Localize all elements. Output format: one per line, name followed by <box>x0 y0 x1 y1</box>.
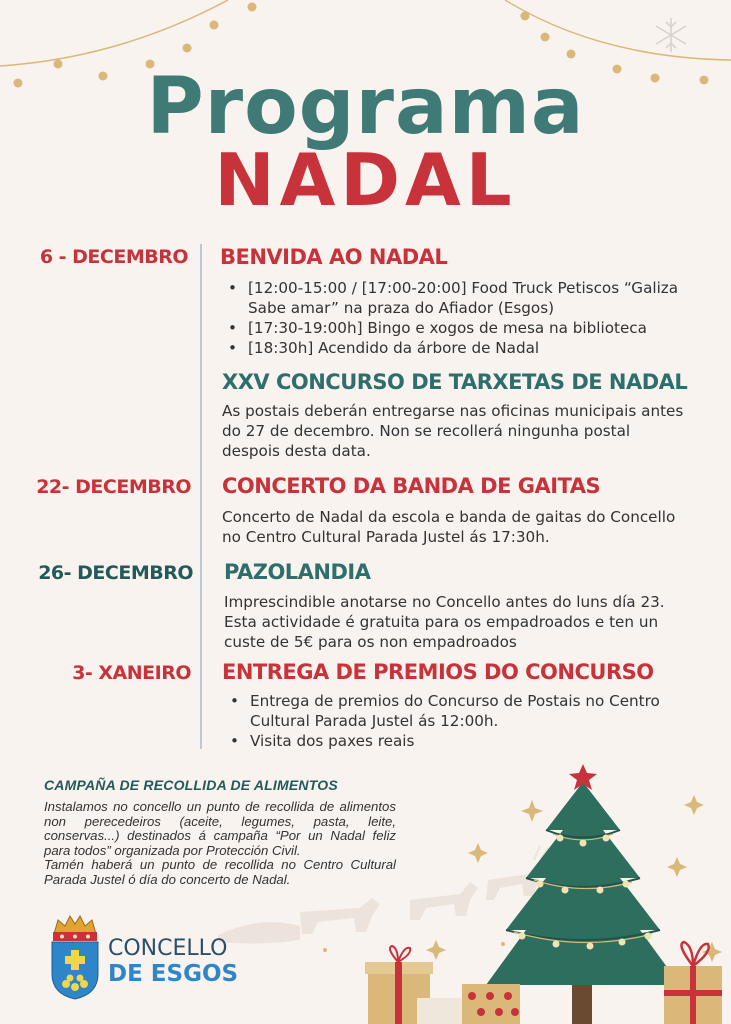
event-date-dec6: 6 - DECEMBRO <box>39 246 188 268</box>
campaign-text <box>44 800 396 888</box>
logo-text-esgos: DE ESGOS <box>108 961 239 987</box>
event-date-jan3: 3- XANEIRO <box>72 662 191 684</box>
event-list-premios <box>224 691 694 751</box>
event-title-concerto: CONCERTO DA BANDA DE GAITAS <box>222 474 601 498</box>
event-text-concerto: Concerto de Nadal da escola e banda de gaitas do Concello no Centro Cultural Parada Justel ás 17:30h. <box>222 508 676 546</box>
event-title-pazolandia: PAZOLANDIA <box>224 560 371 584</box>
list-item: • Visita dos paxes reais <box>224 731 694 751</box>
event-date-dec22: 22- DECEMBRO <box>36 476 191 498</box>
campaign-paragraph: Instalamos no concello un punto de recollida de alimentos non perecedeiros (aceite, legumes, pasta, leite, conservas...) destinados á campaña “Por un Nadal feliz para todos” organizada por Protección Civil. <box>44 799 396 858</box>
campaign-title: CAMPAÑA DE RECOLLIDA DE ALIMENTOS <box>44 777 338 793</box>
event-text-pazolandia: Imprescindible anotarse no Concello antes do luns día 23. Esta actividade é gratuita para os empadroados e ten un custe de 5€ para os non empadroados <box>224 593 665 651</box>
page-subtitle: NADAL <box>214 138 517 222</box>
event-title-premios: ENTREGA DE PREMIOS DO CONCURSO <box>222 660 654 684</box>
list-item: • Entrega de premios do Concurso de Postais no Centro Cultural Parada Justel ás 12:00h. <box>224 691 694 731</box>
event-title-benvida: BENVIDA AO NADAL <box>220 245 448 269</box>
event-text-concurso: As postais deberán entregarse nas oficinas municipais antes do 27 de decembro. Non se recollerá ningunha postal despois desta data. <box>222 402 684 460</box>
string-lights-garland <box>0 0 731 66</box>
event-date-dec26: 26- DECEMBRO <box>38 562 193 584</box>
campaign-paragraph: Tamén haberá un punto de recollida no Centro Cultural Parada Justel ó día do concerto de Nadal. <box>44 857 396 887</box>
snowflake-icon <box>656 18 686 52</box>
list-item: • [17:30-19:00h] Bingo e xogos de mesa na biblioteca <box>222 318 692 338</box>
event-title-concurso: XXV CONCURSO DE TARXETAS DE NADAL <box>222 370 688 394</box>
page-title: Programa <box>146 62 585 152</box>
list-item: • [18:30h] Acendido da árbore de Nadal <box>222 338 692 358</box>
coat-of-arms-icon <box>48 912 102 1000</box>
timeline-divider <box>200 244 202 749</box>
event-list-benvida <box>222 278 692 358</box>
list-item: • [12:00-15:00 / [17:00-20:00] Food Truck Petiscos “Galiza Sabe amar” na praza do Afiador (Esgos) <box>222 278 692 318</box>
logo-text-concello: CONCELLO <box>108 936 228 961</box>
